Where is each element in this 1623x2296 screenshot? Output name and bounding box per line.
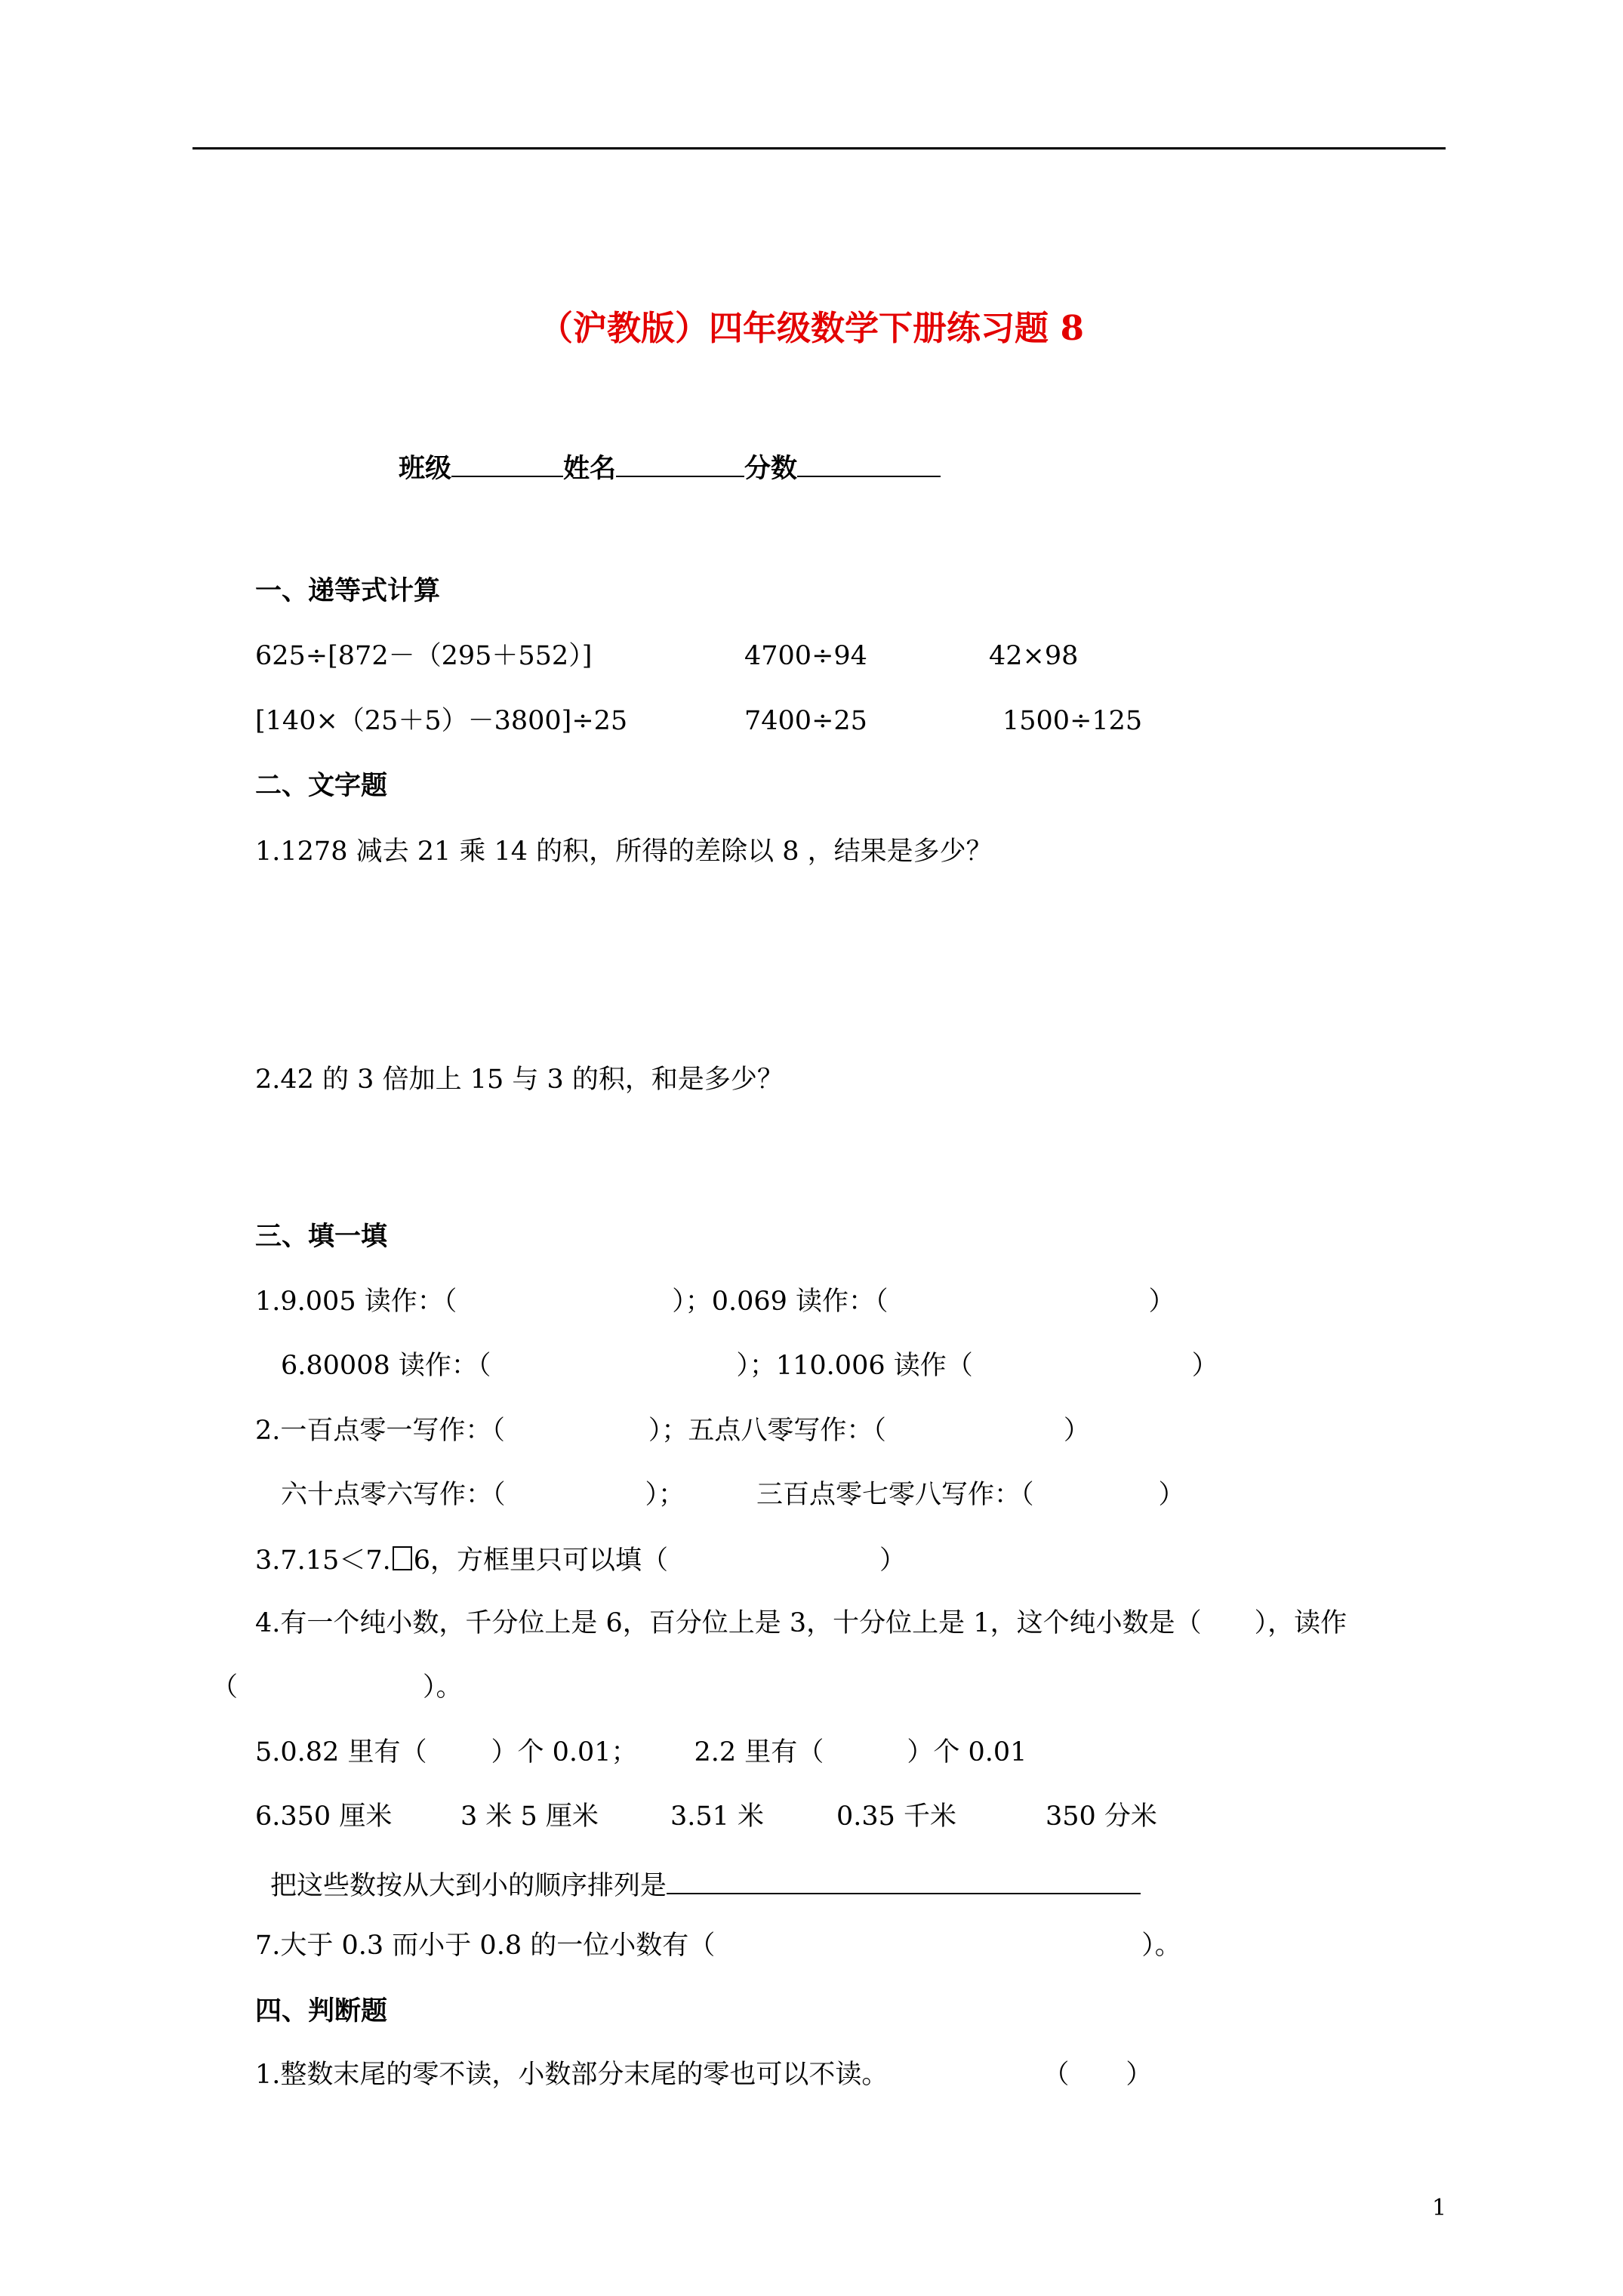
class-label: 班级 [399, 453, 452, 484]
order-answer-blank[interactable] [667, 1869, 1141, 1894]
student-info-line [399, 451, 941, 482]
page-title: （沪教版）四年级数学下册练习题 8 [539, 308, 1084, 348]
measure-item: 6.350 厘米 [255, 1801, 393, 1832]
calc-problem: 7400÷25 [744, 706, 867, 736]
judge-question-1: 1.整数末尾的零不读，小数部分末尾的零也可以不读。 （ ） [255, 2060, 1153, 2090]
fill-question-4-line-2: （ ）。 [211, 1672, 463, 1703]
calc-problem: 1500÷125 [1002, 706, 1143, 736]
calc-problem: [140×（25＋5）－3800]÷25 [255, 706, 628, 736]
section-heading-word: 二、文字题 [255, 770, 388, 801]
fill-question-2-line-1: 2.一百点零一写作：（ ）；五点八零写作：（ ） [255, 1416, 1090, 1446]
name-label: 姓名 [563, 453, 617, 484]
section-heading-judge: 四、判断题 [255, 1996, 388, 2026]
class-blank[interactable] [451, 451, 563, 477]
measure-item: 0.35 千米 [836, 1801, 957, 1832]
section-heading-calc: 一、递等式计算 [255, 575, 441, 606]
section-heading-fill: 三、填一填 [255, 1221, 388, 1252]
fill-question-2-line-2: 六十点零六写作：（ ）； 三百点零七零八写作：（ ） [281, 1480, 1185, 1510]
fill-question-1-line-1: 1.9.005 读作：（ ）；0.069 读作：（ ） [255, 1287, 1175, 1317]
measure-item: 350 分米 [1046, 1801, 1157, 1832]
fill-question-4-line-1: 4.有一个纯小数，千分位上是 6，百分位上是 3，十分位上是 1，这个纯小数是（ ），读作 [255, 1608, 1347, 1638]
square-box-icon [393, 1546, 412, 1570]
calc-problem: 4700÷94 [744, 641, 867, 671]
fill-question-7: 7.大于 0.3 而小于 0.8 的一位小数有（ ）。 [255, 1931, 1181, 1961]
header-rule [192, 147, 1446, 149]
calc-problem: 42×98 [989, 641, 1079, 671]
fill-question-3: 3.7.15＜7. 6，方框里只可以填（ ） [255, 1546, 907, 1576]
fill-question-5: 5.0.82 里有（ ）个 0.01； 2.2 里有（ ）个 0.01 [255, 1737, 1027, 1767]
word-problem-1: 1.1278 减去 21 乘 14 的积，所得的差除以 8 ，结果是多少？ [255, 837, 993, 867]
fill-question-6-order: 把这些数按从大到小的顺序排列是 [270, 1869, 1141, 1900]
page-number: 1 [1432, 2195, 1447, 2221]
measure-item: 3 米 5 厘米 [460, 1801, 599, 1832]
name-blank[interactable] [616, 451, 744, 477]
calc-problem: 625÷[872－（295＋552）] [255, 641, 593, 671]
score-label: 分数 [744, 453, 798, 484]
score-blank[interactable] [797, 451, 941, 477]
fill-question-1-line-2: 6.80008 读作：（ ）；110.006 读作（ ） [281, 1351, 1218, 1381]
measure-item: 3.51 米 [670, 1801, 765, 1832]
word-problem-2: 2.42 的 3 倍加上 15 与 3 的积，和是多少？ [255, 1065, 784, 1095]
